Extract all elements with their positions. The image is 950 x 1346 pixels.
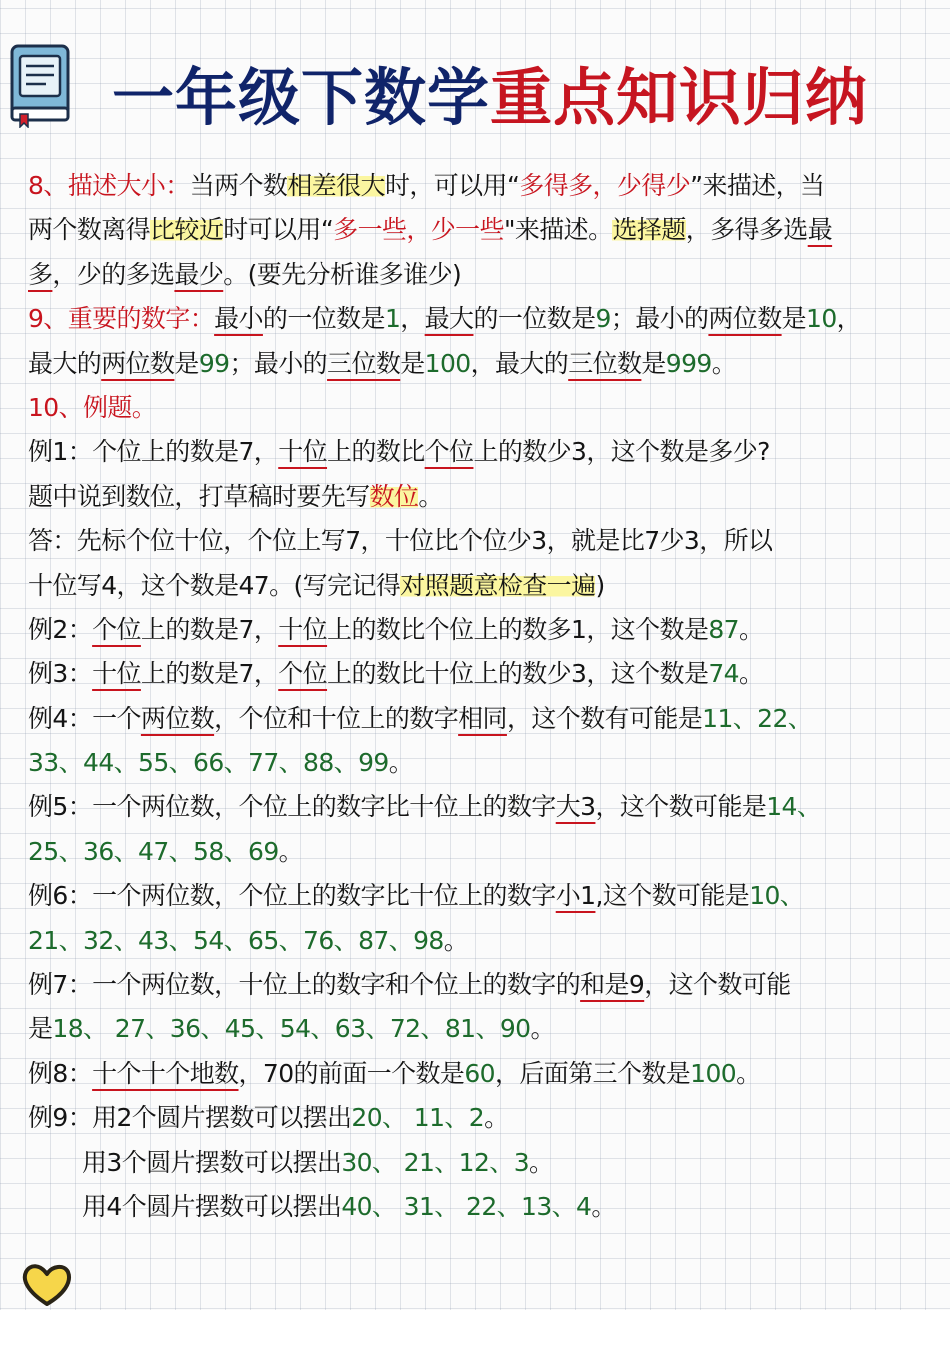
underlined-term: 多 [28,259,53,289]
underlined-term: 最大 [424,304,474,334]
highlight: 选择题 [612,215,686,245]
text: 时可以用“ [223,215,334,245]
text: ，个位和十位上的数字 [214,703,459,733]
text: 。 [484,1103,509,1133]
title-part1: 一年级下数学 [112,61,491,134]
example4-line2 [28,741,928,785]
example1-note [28,475,928,519]
section9-label: 9、重要的数字： [28,304,215,334]
text: ；最小的 [610,304,709,334]
underlined-term: 两位数 [140,703,215,733]
answer: 21、32、43、54、65、76、87、98 [28,925,444,955]
underlined-term: 三位数 [327,348,401,378]
example9-line1 [28,1096,928,1140]
page-title [112,56,868,140]
text: 。 [738,659,764,689]
underlined-term: 最少 [174,259,224,289]
highlight: 相差很大 [287,171,385,200]
text: 例9：用2个圆片摆数可以摆出 [28,1103,352,1133]
text: ，这个数可能是 [595,792,767,822]
text: ， [836,304,862,334]
underlined-term: 和是9 [580,970,645,1000]
text: 例3： [28,659,93,689]
underlined-term: 相同 [458,703,507,733]
text: 的一位数是 [473,304,596,334]
answer: 74 [708,659,739,689]
underlined-term: 两位数 [708,304,782,334]
example1-answer-line2 [28,564,928,608]
text: 例6：一个两位数，个位上的数字比十位上的数字 [28,881,556,911]
text: ，这个数有可能是 [506,703,703,733]
underlined-term: 三位数 [568,348,642,378]
answer: 87 [708,614,739,644]
section8-label: 8、描述大小： [28,171,190,200]
underlined-term: 个位 [424,437,474,467]
example9-line3 [28,1185,928,1229]
title-part2: 重点知识归纳 [490,61,869,134]
answer: 30、 21、12、3 [341,1147,529,1177]
number: 99 [198,348,230,378]
underlined-term: 个位 [92,614,141,644]
text: 。 [443,925,469,955]
example2 [28,608,928,652]
answer: 20、 11、2 [351,1103,485,1133]
section9-line1 [28,297,928,341]
underlined-term: 十个十个地数 [92,1058,239,1088]
text: ， [400,304,425,334]
text: 是 [400,348,425,378]
text: ；最小的 [229,348,328,378]
text: 例7：一个两位数，十位上的数字和个位上的数字的 [28,970,581,1000]
red-phrase: 多一些，少一些 [333,215,504,245]
text: 上的数是7， [140,659,279,689]
underlined-term: 大3 [555,792,596,822]
underlined-term: 十位 [92,659,141,689]
text: 例5：一个两位数，个位上的数字比十位上的数字 [28,792,556,822]
text: 。 [738,614,764,644]
answer: 40、 31、 22、13、4 [341,1191,592,1221]
answer: 25、36、47、58、69 [28,836,279,866]
text: 。(要先分析谁多谁少) [223,259,462,289]
answer: 10、 [749,881,805,911]
text: 是 [174,348,199,378]
text: 用3个圆片摆数可以摆出 [82,1147,342,1177]
example3 [28,652,928,696]
text: 。 [418,481,443,511]
text: 例1：个位上的数是7， [28,437,279,467]
text: 两个数离得 [28,215,151,245]
text: 当两个数 [189,171,288,200]
example7-line2 [28,1007,928,1051]
answer: 60 [464,1058,495,1088]
text: 最大的 [28,348,102,378]
section9-line2 [28,342,928,386]
example8 [28,1052,928,1096]
number: 100 [424,348,471,378]
section8-line3 [28,253,928,297]
notes-content [28,164,928,1229]
example1-answer-line1: 答：先标个位十位，个位上写7，十位比个位少3，就是比7少3，所以 [28,526,773,556]
underlined-term: 最小 [214,304,263,334]
example6-line1 [28,874,928,918]
text: 是 [781,304,807,334]
underlined-term: 最 [807,215,833,245]
text: 上的数比个位上的数多1，这个数是 [327,614,709,644]
text: ”来描述，当 [690,171,825,200]
text: 例4：一个 [28,703,141,733]
text: 例8： [28,1058,93,1088]
text: 上的数比十位上的数少3，这个数是 [327,659,709,689]
text: 。 [388,748,414,778]
text: 十位写4，这个数是47。(写完记得 [28,570,401,600]
text: 题中说到数位，打草稿时要先写 [28,481,370,511]
underlined-term: 两位数 [101,348,175,378]
text: 。 [591,1191,616,1221]
answer: 33、44、55、66、77、88、99 [28,748,389,778]
number: 1 [384,304,401,334]
text: ，后面第三个数是 [494,1058,691,1088]
red-phrase: 多得多，少得少 [519,171,691,200]
text: 时，可以用“ [384,171,520,200]
example4-line1 [28,697,928,741]
answer: 100 [690,1058,737,1088]
highlight: 比较近 [150,215,224,245]
text: ) [595,570,605,600]
text: 。 [736,1058,761,1088]
example5-line1 [28,785,928,829]
text: 上的数比 [327,437,425,467]
underlined-term: 个位 [278,659,328,689]
number: 9 [595,304,611,334]
example5-line2 [28,830,928,874]
text: 。 [711,348,737,378]
example7-line1 [28,963,928,1007]
text: "来描述。 [503,215,613,245]
text: ，70的前面一个数是 [238,1058,465,1088]
answer: 14、 [766,792,822,822]
number: 999 [665,348,712,378]
text: ，少的多选 [52,259,175,289]
text: 。 [530,1014,555,1044]
text: 上的数少3，这个数是多少? [473,437,770,467]
answer: 18、 27、36、45、54、63、72、81、90 [52,1014,531,1044]
number: 10 [806,304,837,334]
text: ，多得多选 [685,215,808,245]
underlined-term: 十位 [278,614,328,644]
answer: 11、22、 [702,703,813,733]
text: 的一位数是 [262,304,385,334]
book-icon [8,42,72,128]
text: 用4个圆片摆数可以摆出 [82,1191,342,1221]
red-highlight: 数位 [369,481,419,511]
text: 是 [28,1014,53,1044]
text: 。 [529,1147,554,1177]
underlined-term: 小1 [555,881,596,911]
text: 。 [278,836,304,866]
heart-icon [20,1258,74,1310]
text: 是 [641,348,666,378]
text: ,这个数可能是 [595,881,750,911]
section8-line2 [28,208,928,252]
text: ，最大的 [470,348,569,378]
underlined-term: 十位 [278,437,328,467]
text: 例2： [28,614,93,644]
example1-question [28,430,928,474]
highlight: 对照题意检查一遍 [400,570,596,600]
text: ，这个数可能 [644,970,791,1000]
example9-line2 [28,1141,928,1185]
text: 上的数是7， [140,614,279,644]
example6-line2 [28,919,928,963]
section8-line1 [28,164,928,208]
section10-label: 10、例题。 [28,392,157,422]
